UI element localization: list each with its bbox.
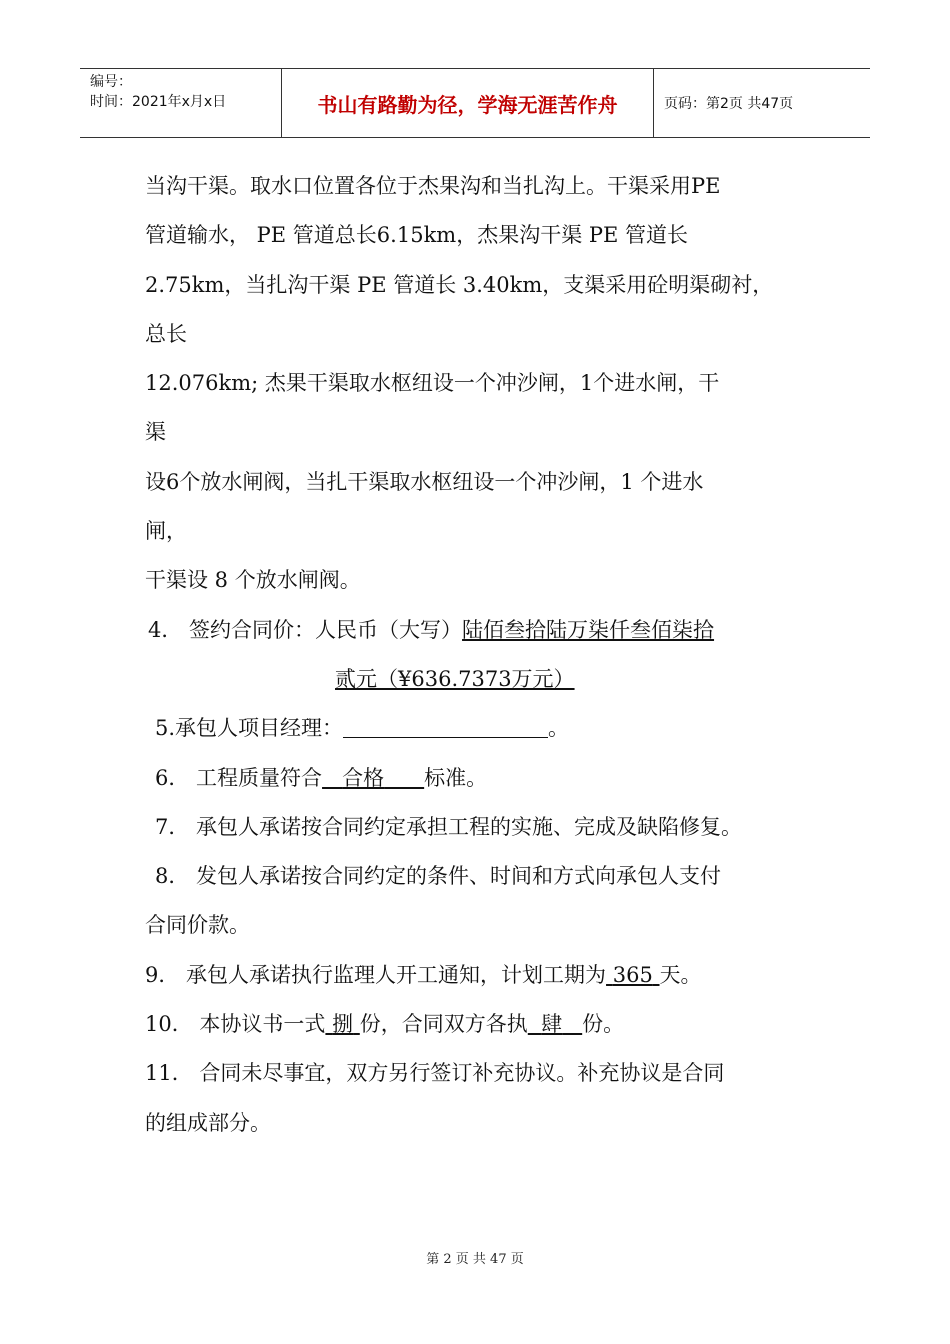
item5-end: 。 [548,716,570,741]
schedule-underline-pre [606,963,613,987]
body-line: 干渠设 8 个放水闸阀。 [145,568,361,593]
contract-price-amount: 陆佰叁拾陆万柒仟叁佰柒拾 [462,617,715,642]
item10-prefix: 10． 本协议书一式 [145,1012,326,1037]
body-line: 12.076km; 杰果干渠取水枢纽设一个冲沙闸，1个进水闸，干 [145,371,720,396]
body-line: 当沟干渠。取水口位置各位于杰果沟和当扎沟上。干渠采用PE [145,174,721,198]
item-supplementary-cont: 的组成部分。 [145,1110,271,1135]
quality-underline-post [384,766,424,790]
item10-suffix: 份。 [582,1012,625,1037]
item-copies [145,1006,825,1055]
quality-underline-pre [322,766,342,790]
item-schedule [145,957,825,1006]
time-label: 时间：2021年x月x日 [90,94,227,110]
item-employer-commitment-cont: 合同价款。 [145,913,250,938]
body-line: 闸， [145,519,187,544]
item5-label: 5.承包人项目经理： [155,716,344,741]
body-line: 设6个放水闸阀，当扎干渠取水枢纽设一个冲沙闸，1 个进水 [145,469,704,494]
header-page-info: 页码：第2页 共47页 [664,96,794,112]
document-body [145,168,825,1154]
item-contract-price-cont [145,661,825,710]
copies-each: 肆 [541,1012,563,1037]
body-line: 2.75km，当扎沟干渠 PE 管道长 3.40km，支渠采用砼明渠砌衬， [145,272,774,297]
body-line: 总长 [145,321,187,346]
quality-value: 合格 [342,765,385,790]
schedule-underline-post [653,963,660,987]
body-line: 管道输水， PE 管道总长6.15km，杰果沟干渠 PE 管道长 [145,223,689,248]
item-contractor-commitment: 7． 承包人承诺按合同约定承担工程的实施、完成及缺陷修复。 [155,814,743,839]
item6-prefix: 6． 工程质量符合 [155,765,323,790]
copies-total: 捌 [332,1012,354,1037]
item-supplementary: 11． 合同未尽事宜，双方另行签订补充协议。补充协议是合同 [145,1061,725,1086]
item6-suffix: 标准。 [424,765,488,790]
each-underline-pre [528,1012,541,1036]
item10-mid: 份，合同双方各执 [359,1012,528,1037]
item-employer-commitment: 8． 发包人承诺按合同约定的条件、时间和方式向承包人支付 [155,864,722,889]
header-motto: 书山有路勤为径，学海无涯苦作舟 [282,69,654,137]
item-project-manager [145,710,825,759]
document-header [80,68,870,138]
project-manager-blank [343,715,548,738]
item4-prefix: 4． 签约合同价：人民币（大写） [148,617,463,642]
header-meta [80,69,282,137]
schedule-days: 365 [612,962,653,987]
page-footer: 第 2 页 共 47 页 [426,1252,524,1267]
item-quality [145,760,825,809]
item9-suffix: 天。 [659,962,702,987]
copies-underline-post [353,1012,360,1036]
each-underline-post [562,1012,582,1036]
contract-price-amount-cont: 贰元（¥636.7373万元） [335,666,575,691]
item-contract-price [145,612,825,661]
body-line: 渠 [145,420,166,445]
item9-prefix: 9． 承包人承诺执行监理人开工通知，计划工期为 [145,962,607,987]
number-label: 编号： [90,74,132,90]
